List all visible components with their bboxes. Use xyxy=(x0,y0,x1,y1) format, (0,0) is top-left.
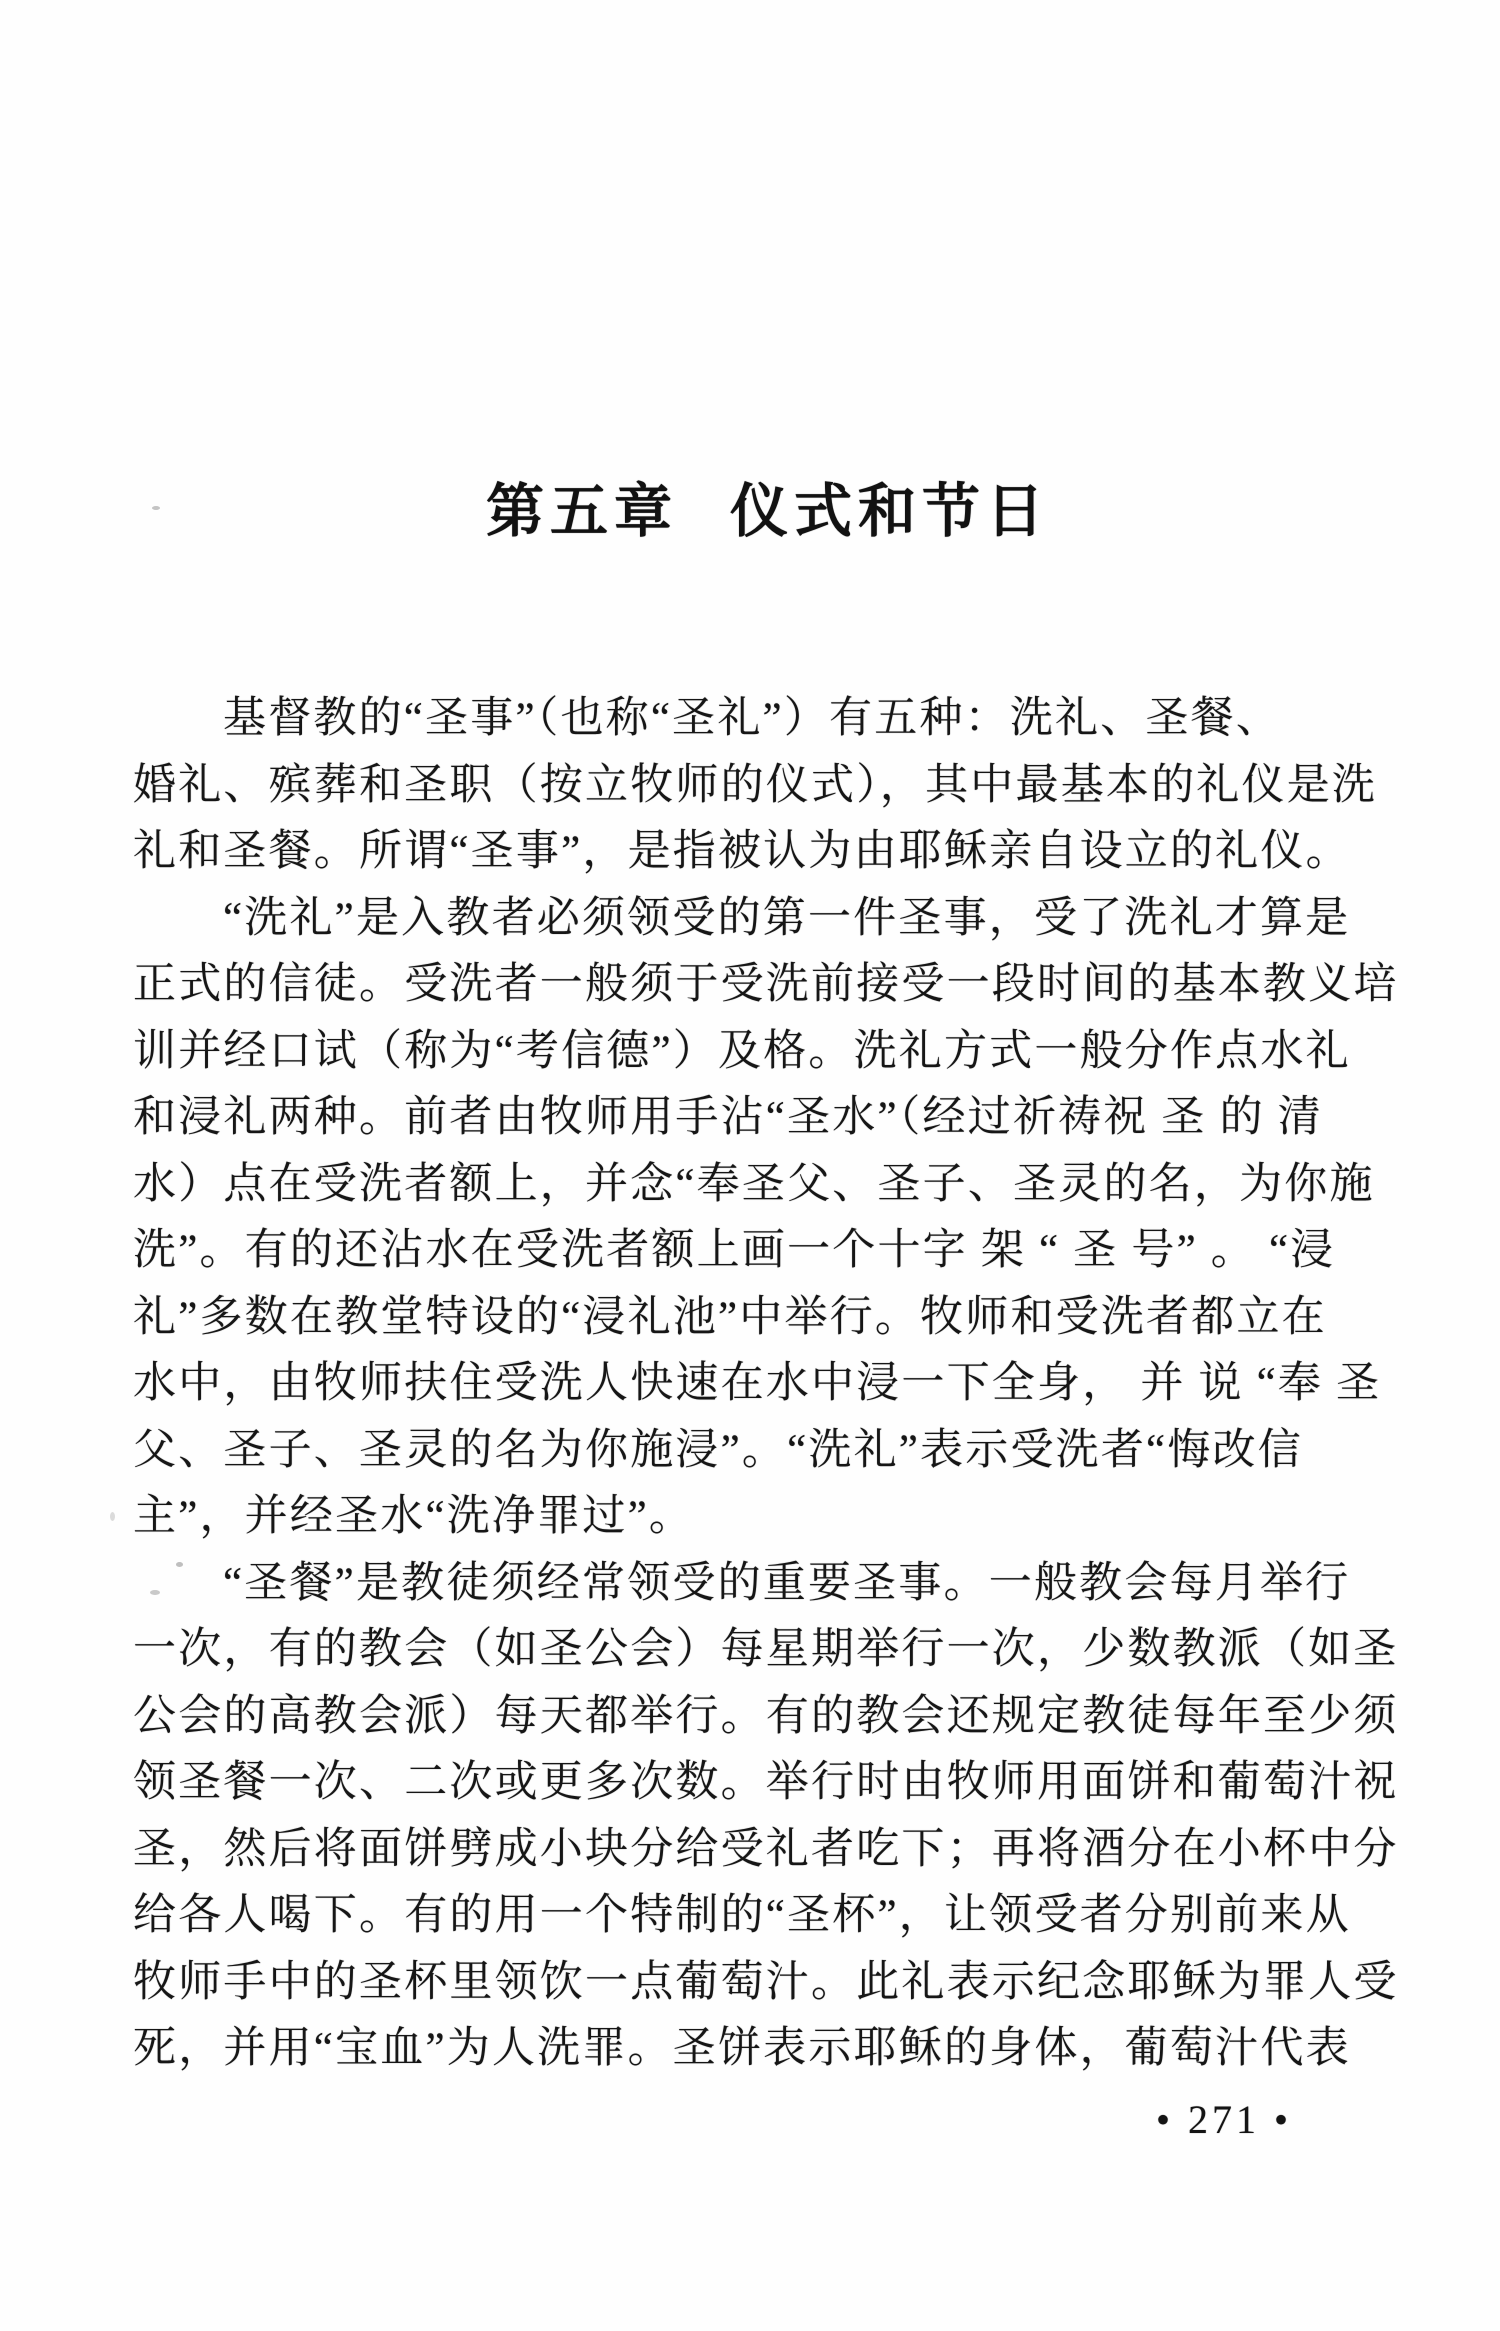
scan-speck xyxy=(150,1590,160,1595)
text-line: 公会的高教会派）每天都举行。有的教会还规定教徒每年至少须 xyxy=(133,1692,1399,1740)
chapter-number: 第五章 xyxy=(485,479,678,544)
body-text xyxy=(133,686,1405,2083)
chapter-name: 仪式和节日 xyxy=(730,479,1051,544)
scan-speck xyxy=(176,1562,183,1567)
text-line: 洗”。有的还沾水在受洗者额上画一个十字 架 “ 圣 号” 。 “浸 xyxy=(133,1227,1336,1274)
text-line: “圣餐”是教徒须经常领受的重要圣事。一般教会每月举行 xyxy=(223,1559,1351,1607)
text-line: 死，并用“宝血”为人洗罪。圣饼表示耶稣的身体，葡萄汁代表 xyxy=(133,2025,1351,2072)
page-number: • 271 • xyxy=(1155,2097,1292,2142)
text-line: 礼和圣餐。所谓“圣事”，是指被认为由耶稣亲自设立的礼仪。 xyxy=(133,828,1351,875)
text-line: 礼”多数在教堂特设的“浸礼池”中举行。牧师和受洗者都立在 xyxy=(133,1293,1327,1341)
text-line: “洗礼”是入教者必须领受的第一件圣事，受了洗礼才算是 xyxy=(223,894,1351,942)
text-line: 给各人喝下。有的用一个特制的“圣杯”，让领受者分别前来从 xyxy=(133,1892,1351,1939)
text-line: 婚礼、殡葬和圣职（按立牧师的仪式），其中最基本的礼仪是洗 xyxy=(133,761,1378,809)
text-line: 父、圣子、圣灵的名为你施浸”。“洗礼”表示受洗者“悔改信 xyxy=(133,1426,1303,1474)
scan-speck xyxy=(110,1512,115,1521)
text-line: 水）点在受洗者额上，并念“奉圣父、圣子、圣灵的名，为你施 xyxy=(133,1160,1375,1208)
text-line: 主”，并经圣水“洗净罪过”。 xyxy=(133,1493,695,1540)
text-line: 和浸礼两种。前者由牧师用手沾“圣水”（经过祈祷祝 圣 的 清 xyxy=(133,1094,1323,1141)
text-line: 牧师手中的圣杯里领饮一点葡萄汁。此礼表示纪念耶稣为罪人受 xyxy=(133,1958,1399,2006)
text-line: 圣，然后将面饼劈成小块分给受礼者吃下；再将酒分在小杯中分 xyxy=(133,1825,1399,1873)
text-line: 一次，有的教会（如圣公会）每星期举行一次，少数教派（如圣 xyxy=(133,1626,1399,1673)
text-line: 基督教的“圣事”（也称“圣礼”）有五种：洗礼、圣餐、 xyxy=(223,695,1282,742)
text-line: 水中，由牧师扶住受洗人快速在水中浸一下全身， 并 说 “奉 圣 xyxy=(133,1360,1382,1407)
chapter-title xyxy=(133,472,1403,552)
text-line: 训并经口试（称为“考信德”）及格。洗礼方式一般分作点水礼 xyxy=(133,1027,1351,1075)
text-line: 领圣餐一次、二次或更多次数。举行时由牧师用面饼和葡萄汁祝 xyxy=(133,1759,1399,1806)
text-line: 正式的信徒。受洗者一般须于受洗前接受一段时间的基本教义培 xyxy=(133,961,1399,1008)
